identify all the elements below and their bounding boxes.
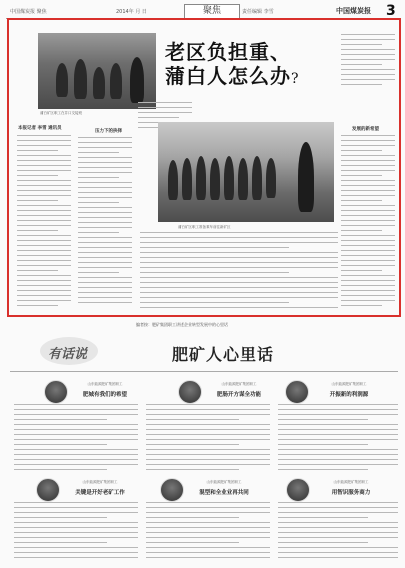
avatar bbox=[178, 380, 202, 404]
byline: 本报记者 李雪 通讯员 bbox=[18, 126, 62, 131]
text-column-2 bbox=[78, 137, 132, 307]
profile-title: 混型和全业业再共同 bbox=[199, 490, 249, 496]
profile-caption: 山东能源肥矿集团职工 bbox=[331, 382, 367, 386]
header-editor: 责任编辑 李雪 bbox=[242, 9, 274, 15]
profile-text-4 bbox=[14, 502, 138, 562]
page-number: 3 bbox=[386, 3, 396, 19]
photo2-caption: 蒲白矿区职工准备乘车前往新矿区 bbox=[178, 225, 231, 229]
talk-section-title: 肥矿人心里话 bbox=[172, 345, 275, 364]
profile-text-2 bbox=[146, 404, 270, 474]
profile-text-5 bbox=[146, 502, 270, 562]
feature-headline bbox=[165, 40, 300, 91]
text-column-bottom-mid bbox=[140, 232, 338, 312]
profile-caption: 山东能源肥矿集团职工 bbox=[87, 382, 123, 386]
text-column-top-right bbox=[341, 34, 395, 89]
avatar bbox=[36, 478, 60, 502]
headline-line-2: 蒲白人怎么办? bbox=[165, 64, 300, 88]
photo1-caption: 蒲白矿区职工在井口交接班 bbox=[40, 111, 82, 115]
profile-text-1 bbox=[14, 404, 138, 474]
profile-caption: 山东能源肥矿集团职工 bbox=[206, 480, 242, 484]
headline-line-1: 老区负担重、 bbox=[165, 40, 291, 64]
feature-photo-workers bbox=[158, 122, 334, 222]
profile-title: 开振新的利润源 bbox=[329, 392, 369, 398]
profile-title: 肥城有我们的希望 bbox=[82, 392, 127, 398]
header-date: 2014年 月 日 bbox=[116, 9, 147, 15]
feature-photo-miners bbox=[38, 33, 156, 109]
header-left-text: 中国煤炭报 聚焦 bbox=[10, 9, 47, 15]
profile-text-6 bbox=[278, 502, 398, 562]
newspaper-brand: 中国煤炭报 bbox=[336, 7, 371, 15]
page-header bbox=[6, 4, 399, 19]
profile-title: 肥肠开方谋全功能 bbox=[216, 392, 261, 398]
text-column-right bbox=[341, 135, 395, 310]
talk-section-label: 有话说 bbox=[40, 337, 120, 367]
subhead-hope: 发展的新希望 bbox=[352, 127, 379, 132]
avatar bbox=[44, 380, 68, 404]
profile-title: 用智识服务商力 bbox=[331, 490, 371, 496]
profile-title: 关键是开好老矿工作 bbox=[75, 490, 125, 496]
profile-caption: 山东能源肥矿集团职工 bbox=[82, 480, 118, 484]
section-divider bbox=[10, 371, 398, 372]
avatar bbox=[160, 478, 184, 502]
profile-caption: 山东能源肥矿集团职工 bbox=[221, 382, 257, 386]
editor-note: 编者按：肥矿集团职工讲述企业转型发展中的心里话 bbox=[136, 322, 228, 327]
profile-caption: 山东能源肥矿集团职工 bbox=[333, 480, 369, 484]
text-column-1 bbox=[17, 135, 71, 310]
profile-text-3 bbox=[278, 404, 398, 474]
section-tab: 聚焦 bbox=[184, 4, 240, 19]
subhead-pressure: 压力下的抉择 bbox=[95, 129, 122, 134]
avatar bbox=[285, 380, 309, 404]
